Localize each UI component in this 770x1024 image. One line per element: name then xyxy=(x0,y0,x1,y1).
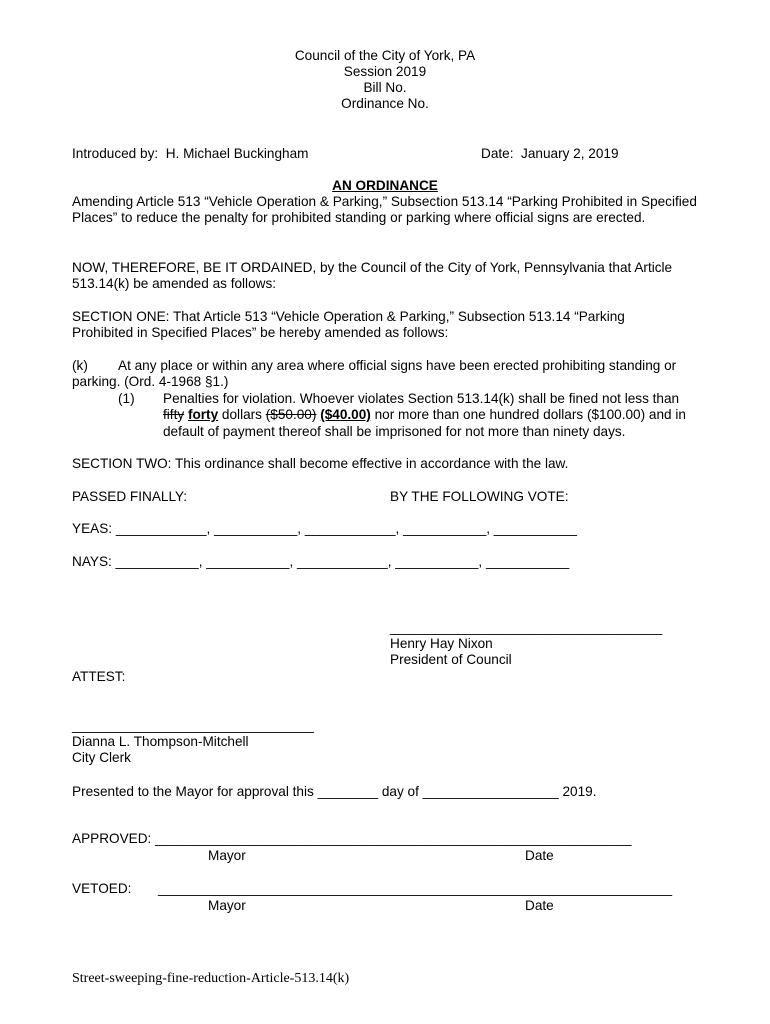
clause-1-suffix: nor more than one hundred dollars ($100.00) and in xyxy=(370,407,686,422)
vetoed-label: VETOED: xyxy=(72,881,132,896)
section-two-paragraph: SECTION TWO: This ordinance shall become effective in accordance with the law. xyxy=(72,456,569,471)
presented-line: Presented to the Mayor for approval this ________ day of __________________ 2019. xyxy=(72,784,597,799)
clerk-name: Dianna L. Thompson-Mitchell xyxy=(72,734,249,749)
attest-label: ATTEST: xyxy=(72,669,126,684)
approved-date-label: Date xyxy=(525,848,554,863)
president-name: Henry Hay Nixon xyxy=(390,636,493,651)
clerk-signature-line: ________________________________ xyxy=(72,718,314,733)
clause-k-text-line2: parking. (Ord. 4-1968 §1.) xyxy=(72,374,229,389)
header-ordinance-no: Ordinance No. xyxy=(341,96,429,111)
yeas-line: YEAS: ____________, ___________, ____________, ___________, ___________ xyxy=(72,521,577,536)
header-council: Council of the City of York, PA xyxy=(294,48,476,63)
struck-amount: ($50.00) xyxy=(265,407,317,422)
inserted-forty: forty xyxy=(187,407,219,422)
clause-1-text-line3: default of payment thereof shall be imprisoned for not more than ninety days. xyxy=(163,424,626,439)
nays-line: NAYS: ___________, ___________, ____________, ___________, ___________ xyxy=(72,554,570,569)
ordinance-title: AN ORDINANCE xyxy=(332,178,438,193)
clause-1-text-line1: Penalties for violation. Whoever violates Section 513.14(k) shall be fined not less than xyxy=(163,391,680,406)
inserted-amount: ($40.00) xyxy=(320,407,371,422)
struck-fifty: fifty xyxy=(163,407,185,422)
clerk-title: City Clerk xyxy=(72,750,131,765)
now-therefore-paragraph: NOW, THEREFORE, BE IT ORDAINED, by the Council of the City of York, Pennsylvania that Article 513.14(k) be amended as follows: xyxy=(72,260,673,292)
president-signature-line: ____________________________________ xyxy=(390,620,663,635)
by-following-vote-label: BY THE FOLLOWING VOTE: xyxy=(390,489,569,504)
passed-finally-label: PASSED FINALLY: xyxy=(72,489,188,504)
footer-filename: Street-sweeping-fine-reduction-Article-513.14(k) xyxy=(72,971,350,986)
dollars-text: dollars xyxy=(218,407,266,422)
clause-1-text-line2 xyxy=(163,407,686,423)
vetoed-date-label: Date xyxy=(525,898,554,913)
introduced-by: Introduced by: H. Michael Buckingham xyxy=(72,146,309,161)
vetoed-mayor-label: Mayor xyxy=(208,898,246,913)
president-title: President of Council xyxy=(390,652,512,667)
header-bill-no: Bill No. xyxy=(363,80,407,95)
approved-mayor-label: Mayor xyxy=(208,848,246,863)
approved-line: APPROVED: _______________________________________________________________ xyxy=(72,831,632,846)
section-one-paragraph: SECTION ONE: That Article 513 “Vehicle Operation & Parking,” Subsection 513.14 “Parking Prohibited in Specified Places” be hereby amended as follows: xyxy=(72,309,625,341)
clause-1-label: (1) xyxy=(118,391,135,406)
header-session: Session 2019 xyxy=(343,64,427,79)
amending-paragraph: Amending Article 513 “Vehicle Operation & Parking,” Subsection 513.14 “Parking Prohibited in Specified Places” to reduce the penalty for prohibited standing or parking where official signs are erected. xyxy=(72,194,697,226)
vetoed-signature-line: ____________________________________________________________________ xyxy=(158,881,673,896)
clause-k-label: (k) xyxy=(72,358,88,373)
intro-date: Date: January 2, 2019 xyxy=(481,146,619,161)
clause-k-text-line1: At any place or within any area where official signs have been erected prohibiting standing or xyxy=(118,358,677,373)
